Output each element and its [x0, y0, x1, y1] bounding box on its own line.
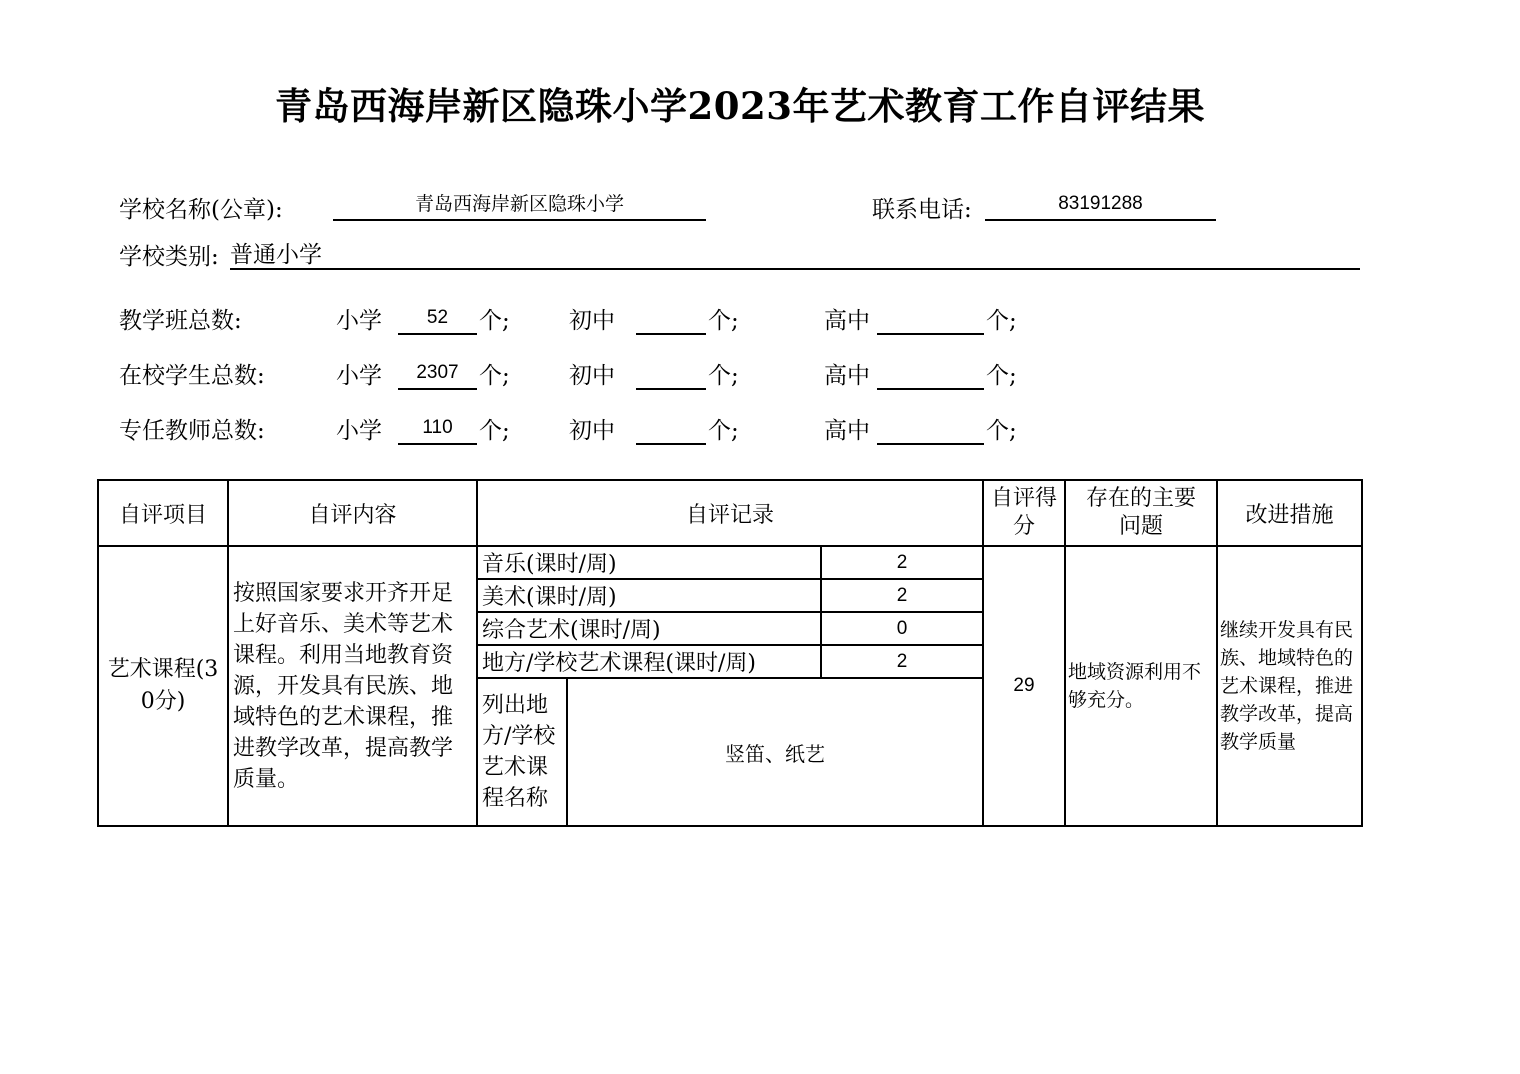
senior-value — [877, 303, 984, 335]
junior-value — [636, 358, 706, 390]
problems-cell: 地域资源利用不够充分。 — [1065, 546, 1217, 826]
measures-cell: 继续开发具有民族、地域特色的艺术课程，推进教学改革，提高教学质量 — [1217, 546, 1362, 826]
header-row — [98, 480, 1362, 546]
page-title: 青岛西海岸新区隐珠小学2023年艺术教育工作自评结果 — [275, 84, 1205, 128]
stats-label: 教学班总数: — [119, 308, 242, 334]
record-value: 2 — [821, 579, 983, 612]
self-evaluation-table — [97, 479, 1363, 827]
record-label: 综合艺术(课时/周) — [477, 612, 821, 645]
course-names-label: 列出地方/学校艺术课程名称 — [477, 678, 567, 826]
header-record: 自评记录 — [477, 480, 983, 546]
unit: 个; — [708, 363, 739, 389]
stats-label: 专任教师总数: — [119, 418, 265, 444]
senior-label: 高中 — [824, 418, 870, 444]
header-score: 自评得分 — [983, 480, 1065, 546]
junior-value — [636, 413, 706, 445]
primary-value: 110 — [398, 413, 477, 445]
senior-value — [877, 413, 984, 445]
primary-value: 2307 — [398, 358, 477, 390]
header-problems: 存在的主要问题 — [1065, 480, 1217, 546]
record-label: 地方/学校艺术课程(课时/周) — [477, 645, 821, 678]
record-label: 音乐(课时/周) — [477, 546, 821, 579]
record-label: 美术(课时/周) — [477, 579, 821, 612]
phone-field: 83191288 — [985, 189, 1216, 221]
content-cell: 按照国家要求开齐开足上好音乐、美术等艺术课程。利用当地教育资源，开发具有民族、地域特色的艺术课程，推进教学改革，提高教学质量。 — [228, 546, 477, 826]
senior-label: 高中 — [824, 308, 870, 334]
record-value: 2 — [821, 645, 983, 678]
unit: 个; — [708, 418, 739, 444]
unit: 个; — [479, 363, 510, 389]
header-measures: 改进措施 — [1217, 480, 1362, 546]
senior-value — [877, 358, 984, 390]
unit: 个; — [986, 363, 1017, 389]
unit: 个; — [479, 418, 510, 444]
phone-label: 联系电话: — [872, 197, 972, 223]
school-type-value: 普通小学 — [230, 242, 322, 268]
unit: 个; — [479, 308, 510, 334]
primary-label: 小学 — [336, 363, 382, 389]
unit: 个; — [986, 418, 1017, 444]
record-value: 0 — [821, 612, 983, 645]
table-row — [98, 546, 1362, 579]
primary-value: 52 — [398, 303, 477, 335]
primary-label: 小学 — [336, 308, 382, 334]
school-type-label: 学校类别: — [119, 244, 219, 270]
primary-label: 小学 — [336, 418, 382, 444]
school-name-field: 青岛西海岸新区隐珠小学 — [333, 189, 706, 221]
school-type-field — [230, 236, 1360, 270]
record-value: 2 — [821, 546, 983, 579]
senior-label: 高中 — [824, 363, 870, 389]
score-cell: 29 — [983, 546, 1065, 826]
junior-label: 初中 — [569, 363, 615, 389]
school-name-label: 学校名称(公章): — [119, 197, 283, 223]
junior-label: 初中 — [569, 308, 615, 334]
header-item: 自评项目 — [98, 480, 228, 546]
junior-label: 初中 — [569, 418, 615, 444]
header-content: 自评内容 — [228, 480, 477, 546]
item-cell: 艺术课程(30分) — [98, 546, 228, 826]
unit: 个; — [986, 308, 1017, 334]
course-names-value: 竖笛、纸艺 — [567, 678, 983, 826]
unit: 个; — [708, 308, 739, 334]
stats-label: 在校学生总数: — [119, 363, 265, 389]
junior-value — [636, 303, 706, 335]
